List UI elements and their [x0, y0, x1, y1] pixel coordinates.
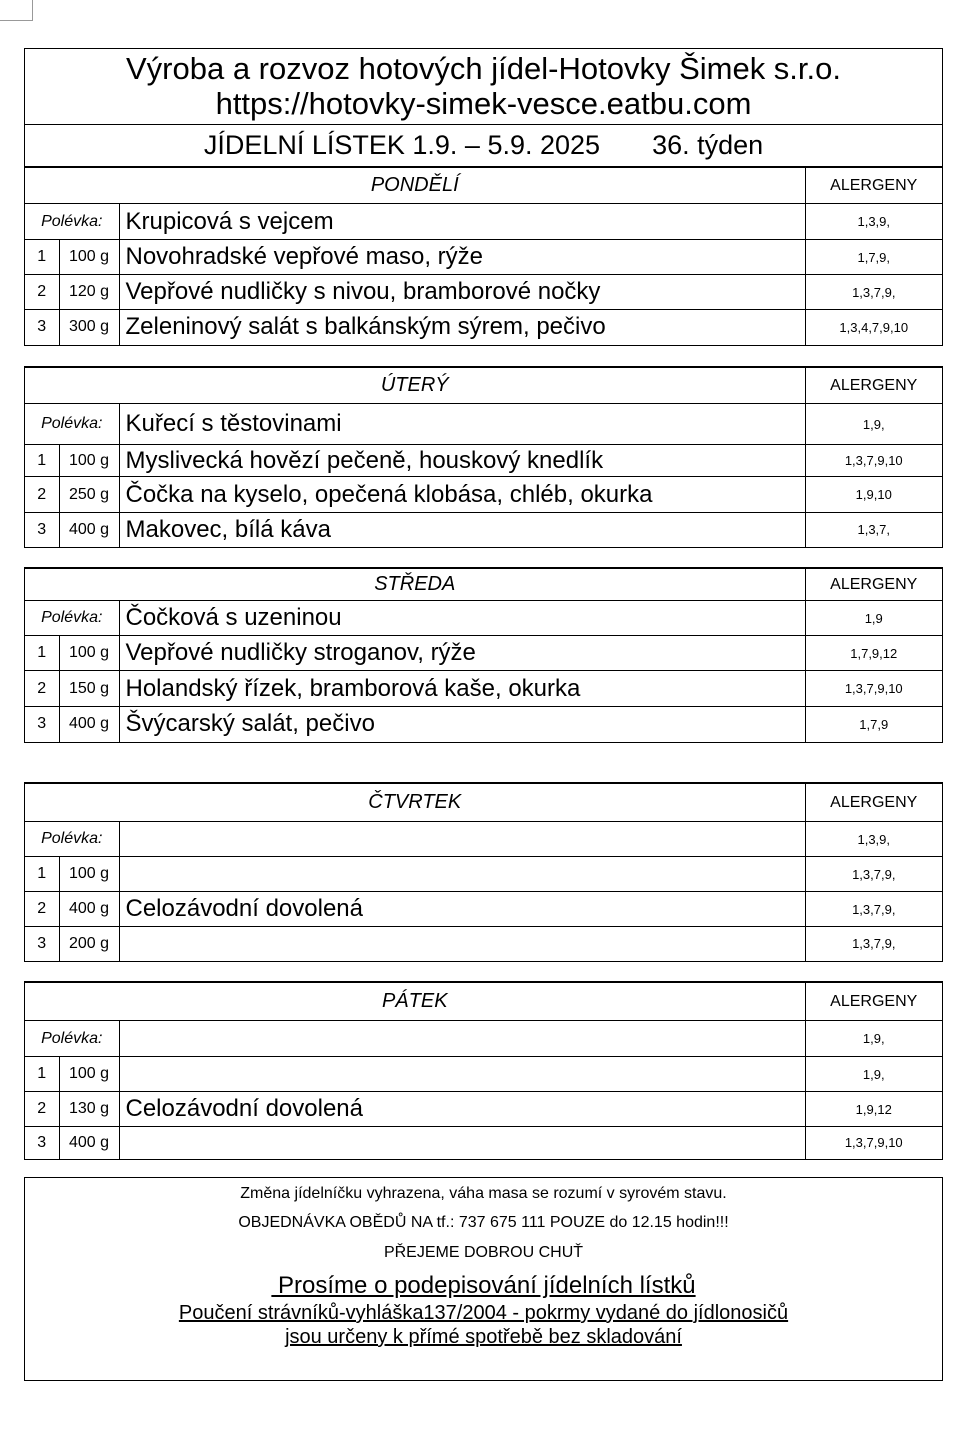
- meal-allergens: 1,9,12: [805, 1092, 942, 1127]
- meal-weight: 120 g: [59, 275, 119, 310]
- soup-label: Polévka:: [25, 204, 119, 240]
- meal-row: [25, 445, 942, 477]
- day-header-row: [25, 168, 942, 204]
- meal-allergens: 1,7,9,12: [805, 636, 942, 671]
- footer-instruction-1: Poučení strávníků-vyhláška137/2004 - pokrmy vydané do jídlonosičů: [178, 1302, 789, 1324]
- meal-weight: 300 g: [59, 310, 119, 345]
- meal-weight: 100 g: [59, 240, 119, 275]
- meal-allergens: 1,7,9: [805, 707, 942, 742]
- week-number: 36. týden: [652, 130, 764, 160]
- meal-row: [25, 477, 942, 513]
- meal-row: [25, 240, 942, 275]
- soup-row: [25, 601, 942, 636]
- day-block: [24, 166, 943, 346]
- day-header-row: [25, 368, 942, 404]
- page-corner-mark: [0, 0, 33, 21]
- footer-sign-request: Prosíme o podepisování jídelních lístků: [271, 1272, 696, 1299]
- day-name: PONDĚLÍ: [25, 168, 805, 204]
- meal-weight: 100 g: [59, 636, 119, 671]
- meal-dish: Celozávodní dovolená: [119, 892, 805, 927]
- meal-weight: 250 g: [59, 477, 119, 513]
- meal-allergens: 1,3,7,9,10: [805, 671, 942, 707]
- footer-note: Změna jídelníčku vyhrazena, váha masa se rozumí v syrovém stavu.: [240, 1185, 727, 1202]
- meal-number: 2: [25, 275, 59, 310]
- meal-allergens: 1,3,7,9,: [805, 275, 942, 310]
- day-header-row: [25, 983, 942, 1021]
- allergens-header: ALERGENY: [805, 569, 942, 601]
- footer-wish: PŘEJEME DOBROU CHUŤ: [383, 1244, 584, 1261]
- meal-number: 1: [25, 857, 59, 892]
- soup-row: [25, 822, 942, 857]
- meal-allergens: 1,3,7,9,: [805, 927, 942, 961]
- day-name: ÚTERÝ: [25, 368, 805, 404]
- footer-instruction-2: jsou určeny k přímé spotřebě bez skladování: [285, 1326, 682, 1348]
- day-name: STŘEDA: [25, 569, 805, 601]
- meal-number: 3: [25, 927, 59, 961]
- meal-weight: 100 g: [59, 445, 119, 477]
- meal-number: 1: [25, 636, 59, 671]
- soup-label: Polévka:: [25, 1021, 119, 1057]
- soup-allergens: 1,9,: [805, 1021, 942, 1057]
- meal-dish: [119, 927, 805, 961]
- meal-dish: Švýcarský salát, pečivo: [119, 707, 805, 742]
- day-header-row: [25, 784, 942, 822]
- allergens-header: ALERGENY: [805, 983, 942, 1021]
- meal-row: [25, 857, 942, 892]
- soup-row: [25, 204, 942, 240]
- meal-number: 3: [25, 513, 59, 547]
- day-block: [24, 567, 943, 743]
- meal-number: 1: [25, 240, 59, 275]
- meal-number: 3: [25, 310, 59, 345]
- day-block: [24, 981, 943, 1160]
- company-name: Výroba a rozvoz hotových jídel-Hotovky Šimek s.r.o.: [125, 51, 841, 86]
- meal-dish: Celozávodní dovolená: [119, 1092, 805, 1127]
- meal-row: [25, 927, 942, 961]
- meal-allergens: 1,3,7,9,10: [805, 1127, 942, 1159]
- soup-allergens: 1,3,9,: [805, 204, 942, 240]
- meal-dish: Zeleninový salát s balkánským sýrem, pečivo: [119, 310, 805, 345]
- meal-weight: 100 g: [59, 857, 119, 892]
- meal-allergens: 1,9,: [805, 1057, 942, 1092]
- day-block: [24, 366, 943, 548]
- soup-label: Polévka:: [25, 404, 119, 445]
- meal-dish: Novohradské vepřové maso, rýže: [119, 240, 805, 275]
- soup-allergens: 1,3,9,: [805, 822, 942, 857]
- meal-weight: 400 g: [59, 513, 119, 547]
- meal-number: 2: [25, 892, 59, 927]
- company-url[interactable]: https://hotovky-simek-vesce.eatbu.com: [25, 87, 942, 125]
- meal-allergens: 1,7,9,: [805, 240, 942, 275]
- meal-allergens: 1,3,4,7,9,10: [805, 310, 942, 345]
- meal-number: 2: [25, 477, 59, 513]
- meal-number: 1: [25, 445, 59, 477]
- soup-name: Čočková s uzeninou: [119, 601, 805, 636]
- meal-number: 2: [25, 1092, 59, 1127]
- footer-order-info: OBJEDNÁVKA OBĚDŮ NA tf.: 737 675 111 POUZE do 12.15 hodin!!!: [238, 1214, 729, 1231]
- meal-dish: Vepřové nudličky s nivou, bramborové nočky: [119, 275, 805, 310]
- meal-dish: Holandský řízek, bramborová kaše, okurka: [119, 671, 805, 707]
- soup-row: [25, 1021, 942, 1057]
- meal-row: [25, 275, 942, 310]
- meal-row: [25, 1127, 942, 1159]
- day-header-row: [25, 569, 942, 601]
- day-block: [24, 782, 943, 962]
- meal-allergens: 1,3,7,9,10: [805, 445, 942, 477]
- meal-number: 1: [25, 1057, 59, 1092]
- meal-weight: 150 g: [59, 671, 119, 707]
- meal-number: 3: [25, 707, 59, 742]
- soup-allergens: 1,9,: [805, 404, 942, 445]
- meal-number: 3: [25, 1127, 59, 1159]
- soup-row: [25, 404, 942, 445]
- soup-name: [119, 822, 805, 857]
- menu-title-row: [25, 125, 942, 166]
- meal-weight: 400 g: [59, 707, 119, 742]
- meal-dish: [119, 1057, 805, 1092]
- soup-label: Polévka:: [25, 601, 119, 636]
- meal-row: [25, 671, 942, 707]
- footer-notes: [24, 1177, 943, 1381]
- meal-row: [25, 1092, 942, 1127]
- meal-dish: Vepřové nudličky stroganov, rýže: [119, 636, 805, 671]
- meal-dish: Makovec, bílá káva: [119, 513, 805, 547]
- meal-weight: 400 g: [59, 1127, 119, 1159]
- meal-allergens: 1,3,7,9,: [805, 892, 942, 927]
- day-name: PÁTEK: [25, 983, 805, 1021]
- meal-allergens: 1,3,7,: [805, 513, 942, 547]
- allergens-header: ALERGENY: [805, 368, 942, 404]
- meal-row: [25, 1057, 942, 1092]
- menu-title: JÍDELNÍ LÍSTEK 1.9. – 5.9. 2025: [203, 130, 601, 160]
- meal-weight: 200 g: [59, 927, 119, 961]
- meal-dish: Čočka na kyselo, opečená klobása, chléb, okurka: [119, 477, 805, 513]
- meal-dish: Myslivecká hovězí pečeně, houskový knedlík: [119, 445, 805, 477]
- soup-label: Polévka:: [25, 822, 119, 857]
- meal-row: [25, 892, 942, 927]
- soup-name: [119, 1021, 805, 1057]
- meal-row: [25, 310, 942, 345]
- menu-header: [24, 48, 943, 167]
- soup-name: Krupicová s vejcem: [119, 204, 805, 240]
- meal-row: [25, 636, 942, 671]
- meal-dish: [119, 1127, 805, 1159]
- meal-row: [25, 707, 942, 742]
- allergens-header: ALERGENY: [805, 168, 942, 204]
- meal-weight: 400 g: [59, 892, 119, 927]
- meal-number: 2: [25, 671, 59, 707]
- soup-name: Kuřecí s těstovinami: [119, 404, 805, 445]
- meal-row: [25, 513, 942, 547]
- day-name: ČTVRTEK: [25, 784, 805, 822]
- meal-allergens: 1,9,10: [805, 477, 942, 513]
- soup-allergens: 1,9: [805, 601, 942, 636]
- meal-dish: [119, 857, 805, 892]
- meal-weight: 100 g: [59, 1057, 119, 1092]
- allergens-header: ALERGENY: [805, 784, 942, 822]
- meal-allergens: 1,3,7,9,: [805, 857, 942, 892]
- meal-weight: 130 g: [59, 1092, 119, 1127]
